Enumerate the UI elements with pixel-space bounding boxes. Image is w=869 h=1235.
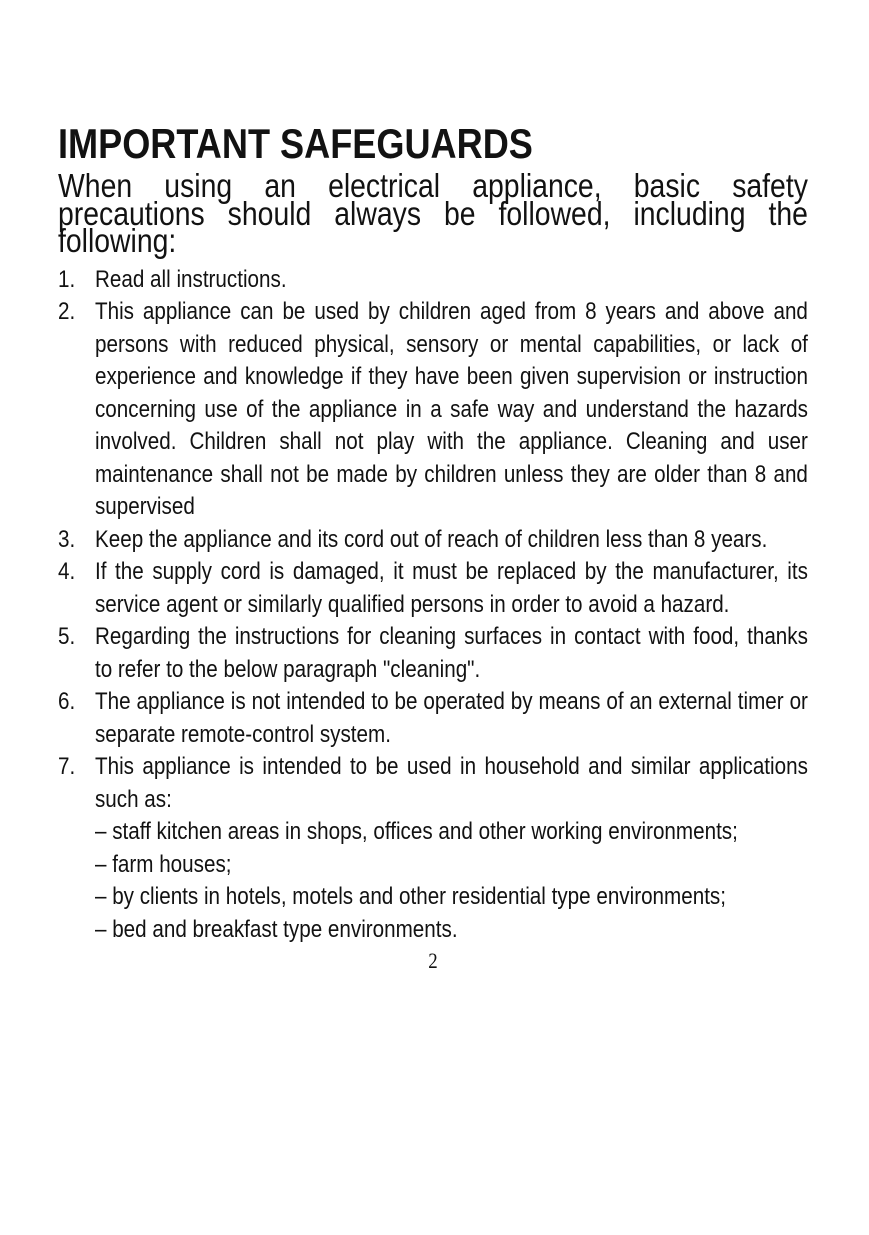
list-item [58,296,808,524]
item-text-main: This appliance is intended to be used in household and similar applications such as: [94,753,808,813]
list-item [58,621,808,686]
sub-item: – by clients in hotels, motels and other residential type environments; [94,883,726,910]
item-text: This appliance can be used by children aged from 8 years and above and persons with reduced physical, sensory or mental capabilities, or lack of experience and knowledge if they have been given supervision or instruction concerning use of the appliance in a safe way and understand the hazards involved. Children shall not play with the appliance. Cleaning and user maintenance shall not be made by children unless they are older than 8 and supervised [94,298,808,520]
item-number: 6. [58,688,76,715]
item-number: 5. [58,623,76,650]
sub-item: – staff kitchen areas in shops, offices and other working environments; [94,818,738,845]
item-text: Keep the appliance and its cord out of reach of children less than 8 years. [94,525,768,553]
document-page [58,122,808,974]
item-number: 3. [58,525,76,553]
list-item [58,686,808,751]
item-text [95,751,808,946]
list-item [58,556,808,621]
sub-item: – farm houses; [94,850,232,878]
page-number: 2 [428,948,438,973]
list-item [58,751,808,946]
list-item [58,524,808,557]
item-text: The appliance is not intended to be operated by means of an external timer or separate remote-control system. [94,688,808,748]
item-number: 7. [58,753,76,780]
intro-paragraph: When using an electrical appliance, basic safety precautions should always be followed, including the following: [58,167,808,259]
sub-item: – bed and breakfast type environments. [94,915,458,943]
item-text: If the supply cord is damaged, it must be replaced by the manufacturer, its service agent or similarly qualified persons in order to avoid a hazard. [94,558,808,618]
page-title: IMPORTANT SAFEGUARDS [58,120,533,167]
item-number: 4. [58,558,76,585]
item-text: Read all instructions. [94,265,287,293]
item-text: Regarding the instructions for cleaning surfaces in contact with food, thanks to refer to the below paragraph "cleaning". [94,623,808,683]
list-item [58,264,808,297]
safeguards-list [58,264,808,947]
item-number: 1. [58,265,76,293]
item-number: 2. [58,298,76,325]
